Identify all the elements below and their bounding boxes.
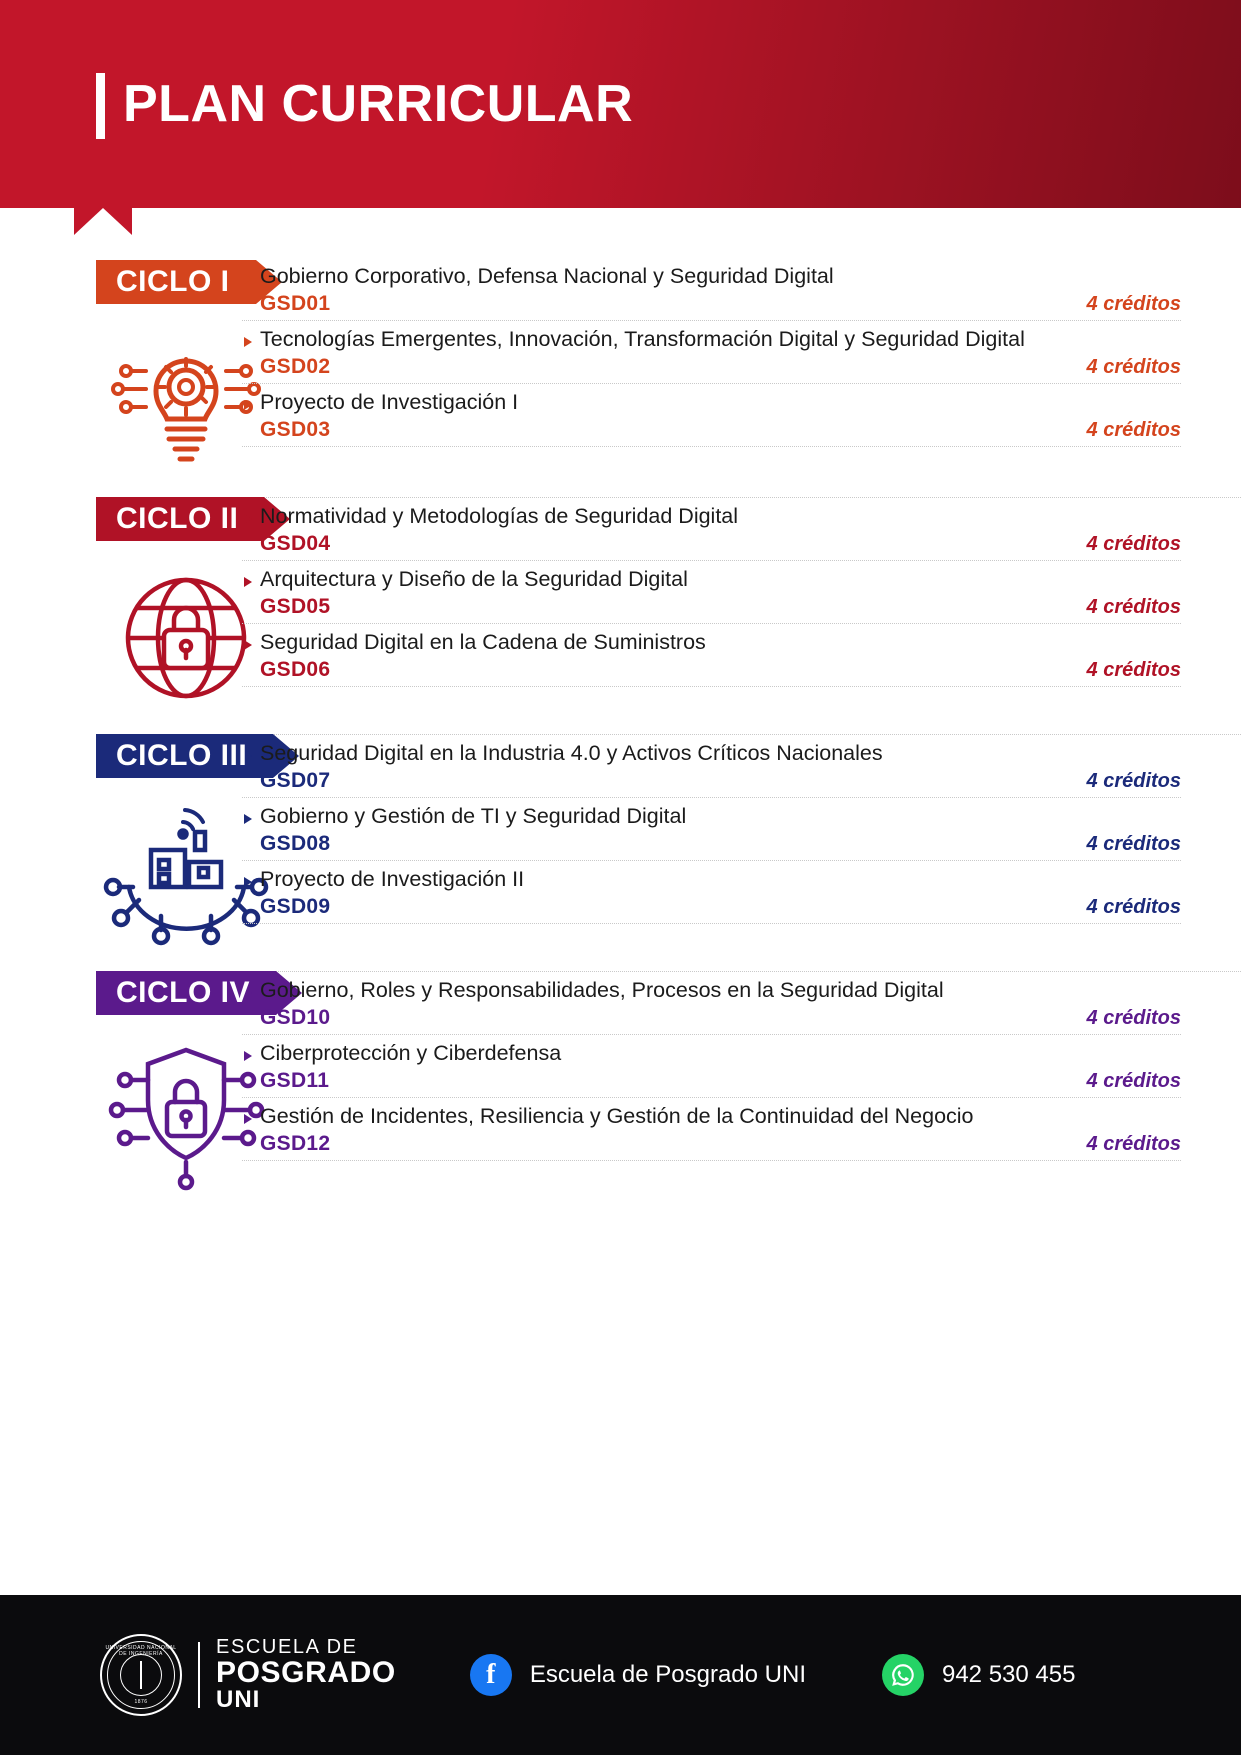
course-code: GSD12 [260,1132,331,1156]
course-name: Gestión de Incidentes, Resiliencia y Gestión de la Continuidad del Negocio [260,1104,974,1129]
course-name: Gobierno, Roles y Responsabilidades, Procesos en la Seguridad Digital [260,978,944,1002]
course-credits: 4 créditos [1086,1133,1181,1156]
course-credits: 4 créditos [1086,770,1181,793]
page-title: PLAN CURRICULAR [123,75,634,133]
page-footer [0,1595,1241,1755]
cycle-tag-2 [96,497,264,541]
course-code: GSD10 [260,1006,331,1030]
uni-seal-icon [100,1634,182,1716]
cycle-tag-label: CICLO I [116,265,230,298]
course-credits: 4 créditos [1086,1070,1181,1093]
course-name: Tecnologías Emergentes, Innovación, Transformación Digital y Seguridad Digital [260,327,1025,352]
course-credits: 4 créditos [1086,833,1181,856]
course-item [242,264,1181,321]
course-code: GSD03 [260,418,331,442]
course-name: Arquitectura y Diseño de la Seguridad Digital [260,567,688,592]
facebook-icon[interactable]: f [470,1654,512,1696]
facebook-label: Escuela de Posgrado UNI [529,1661,806,1688]
course-credits: 4 créditos [1086,419,1181,442]
logo-divider [198,1642,200,1708]
course-code: GSD01 [260,292,331,316]
course-name: Seguridad Digital en la Cadena de Suministros [260,630,706,655]
course-item [242,804,1181,861]
whatsapp-contact[interactable] [882,1654,1075,1696]
cycle-block-4 [0,971,1241,1194]
course-name: Seguridad Digital en la Industria 4.0 y Activos Críticos Nacionales [260,741,883,765]
whatsapp-label: 942 530 455 [941,1661,1076,1688]
cycle-block-1 [0,260,1241,483]
course-name: Gobierno Corporativo, Defensa Nacional y Seguridad Digital [260,264,834,288]
logo-line-2: POSGRADO [216,1655,396,1689]
cycle-block-3 [0,734,1241,957]
cycle-tag-3 [96,734,273,778]
logo-line-1: ESCUELA DE [216,1636,358,1659]
course-credits: 4 créditos [1086,659,1181,682]
course-item [242,390,1181,447]
course-credits: 4 créditos [1086,293,1181,316]
facebook-contact[interactable] [470,1654,806,1696]
course-name: Proyecto de Investigación II [260,867,525,892]
cycle-courses-2 [242,497,1241,693]
course-code: GSD04 [260,532,331,556]
course-credits: 4 créditos [1086,533,1181,556]
course-code: GSD06 [260,658,331,682]
course-item [242,567,1181,624]
cycle-courses-1 [242,260,1241,453]
cycle-tag-label: CICLO II [116,502,239,535]
cycle-courses-3 [242,734,1241,930]
course-item [242,327,1181,384]
cycle-block-2 [0,497,1241,720]
cycle-tag-label: CICLO IV [116,976,251,1009]
course-name: Proyecto de Investigación I [260,390,519,415]
whatsapp-icon[interactable] [882,1654,924,1696]
course-code: GSD02 [260,355,331,379]
page-header [0,0,1241,208]
cycle-tag-label: CICLO III [116,739,248,772]
course-credits: 4 créditos [1086,896,1181,919]
course-credits: 4 créditos [1086,356,1181,379]
course-code: GSD05 [260,595,331,619]
course-item [242,978,1181,1035]
course-name: Gobierno y Gestión de TI y Seguridad Digital [260,804,687,829]
institution-logo [100,1634,396,1716]
course-name: Normatividad y Metodologías de Seguridad Digital [260,504,739,528]
cycle-courses-4 [242,971,1241,1167]
course-code: GSD07 [260,769,331,793]
course-code: GSD09 [260,895,331,919]
course-name: Ciberprotección y Ciberdefensa [260,1041,562,1066]
course-credits: 4 créditos [1086,1007,1181,1030]
title-accent-bar [96,73,105,139]
course-item [242,1041,1181,1098]
course-item [242,741,1181,798]
course-item [242,867,1181,924]
curriculum-list [0,208,1241,1194]
course-code: GSD08 [260,832,331,856]
course-item [242,1104,1181,1161]
seal-bottom-text: 1876 [134,1699,148,1705]
cycle-tag-1 [96,260,256,304]
seal-top-text: UNIVERSIDAD NACIONAL DE INGENIERÍA [105,1645,177,1657]
cycle-tag-4 [96,971,276,1015]
course-item [242,630,1181,687]
course-code: GSD11 [260,1069,330,1093]
course-credits: 4 créditos [1086,596,1181,619]
logo-line-3: UNI [216,1686,261,1714]
course-item [242,504,1181,561]
